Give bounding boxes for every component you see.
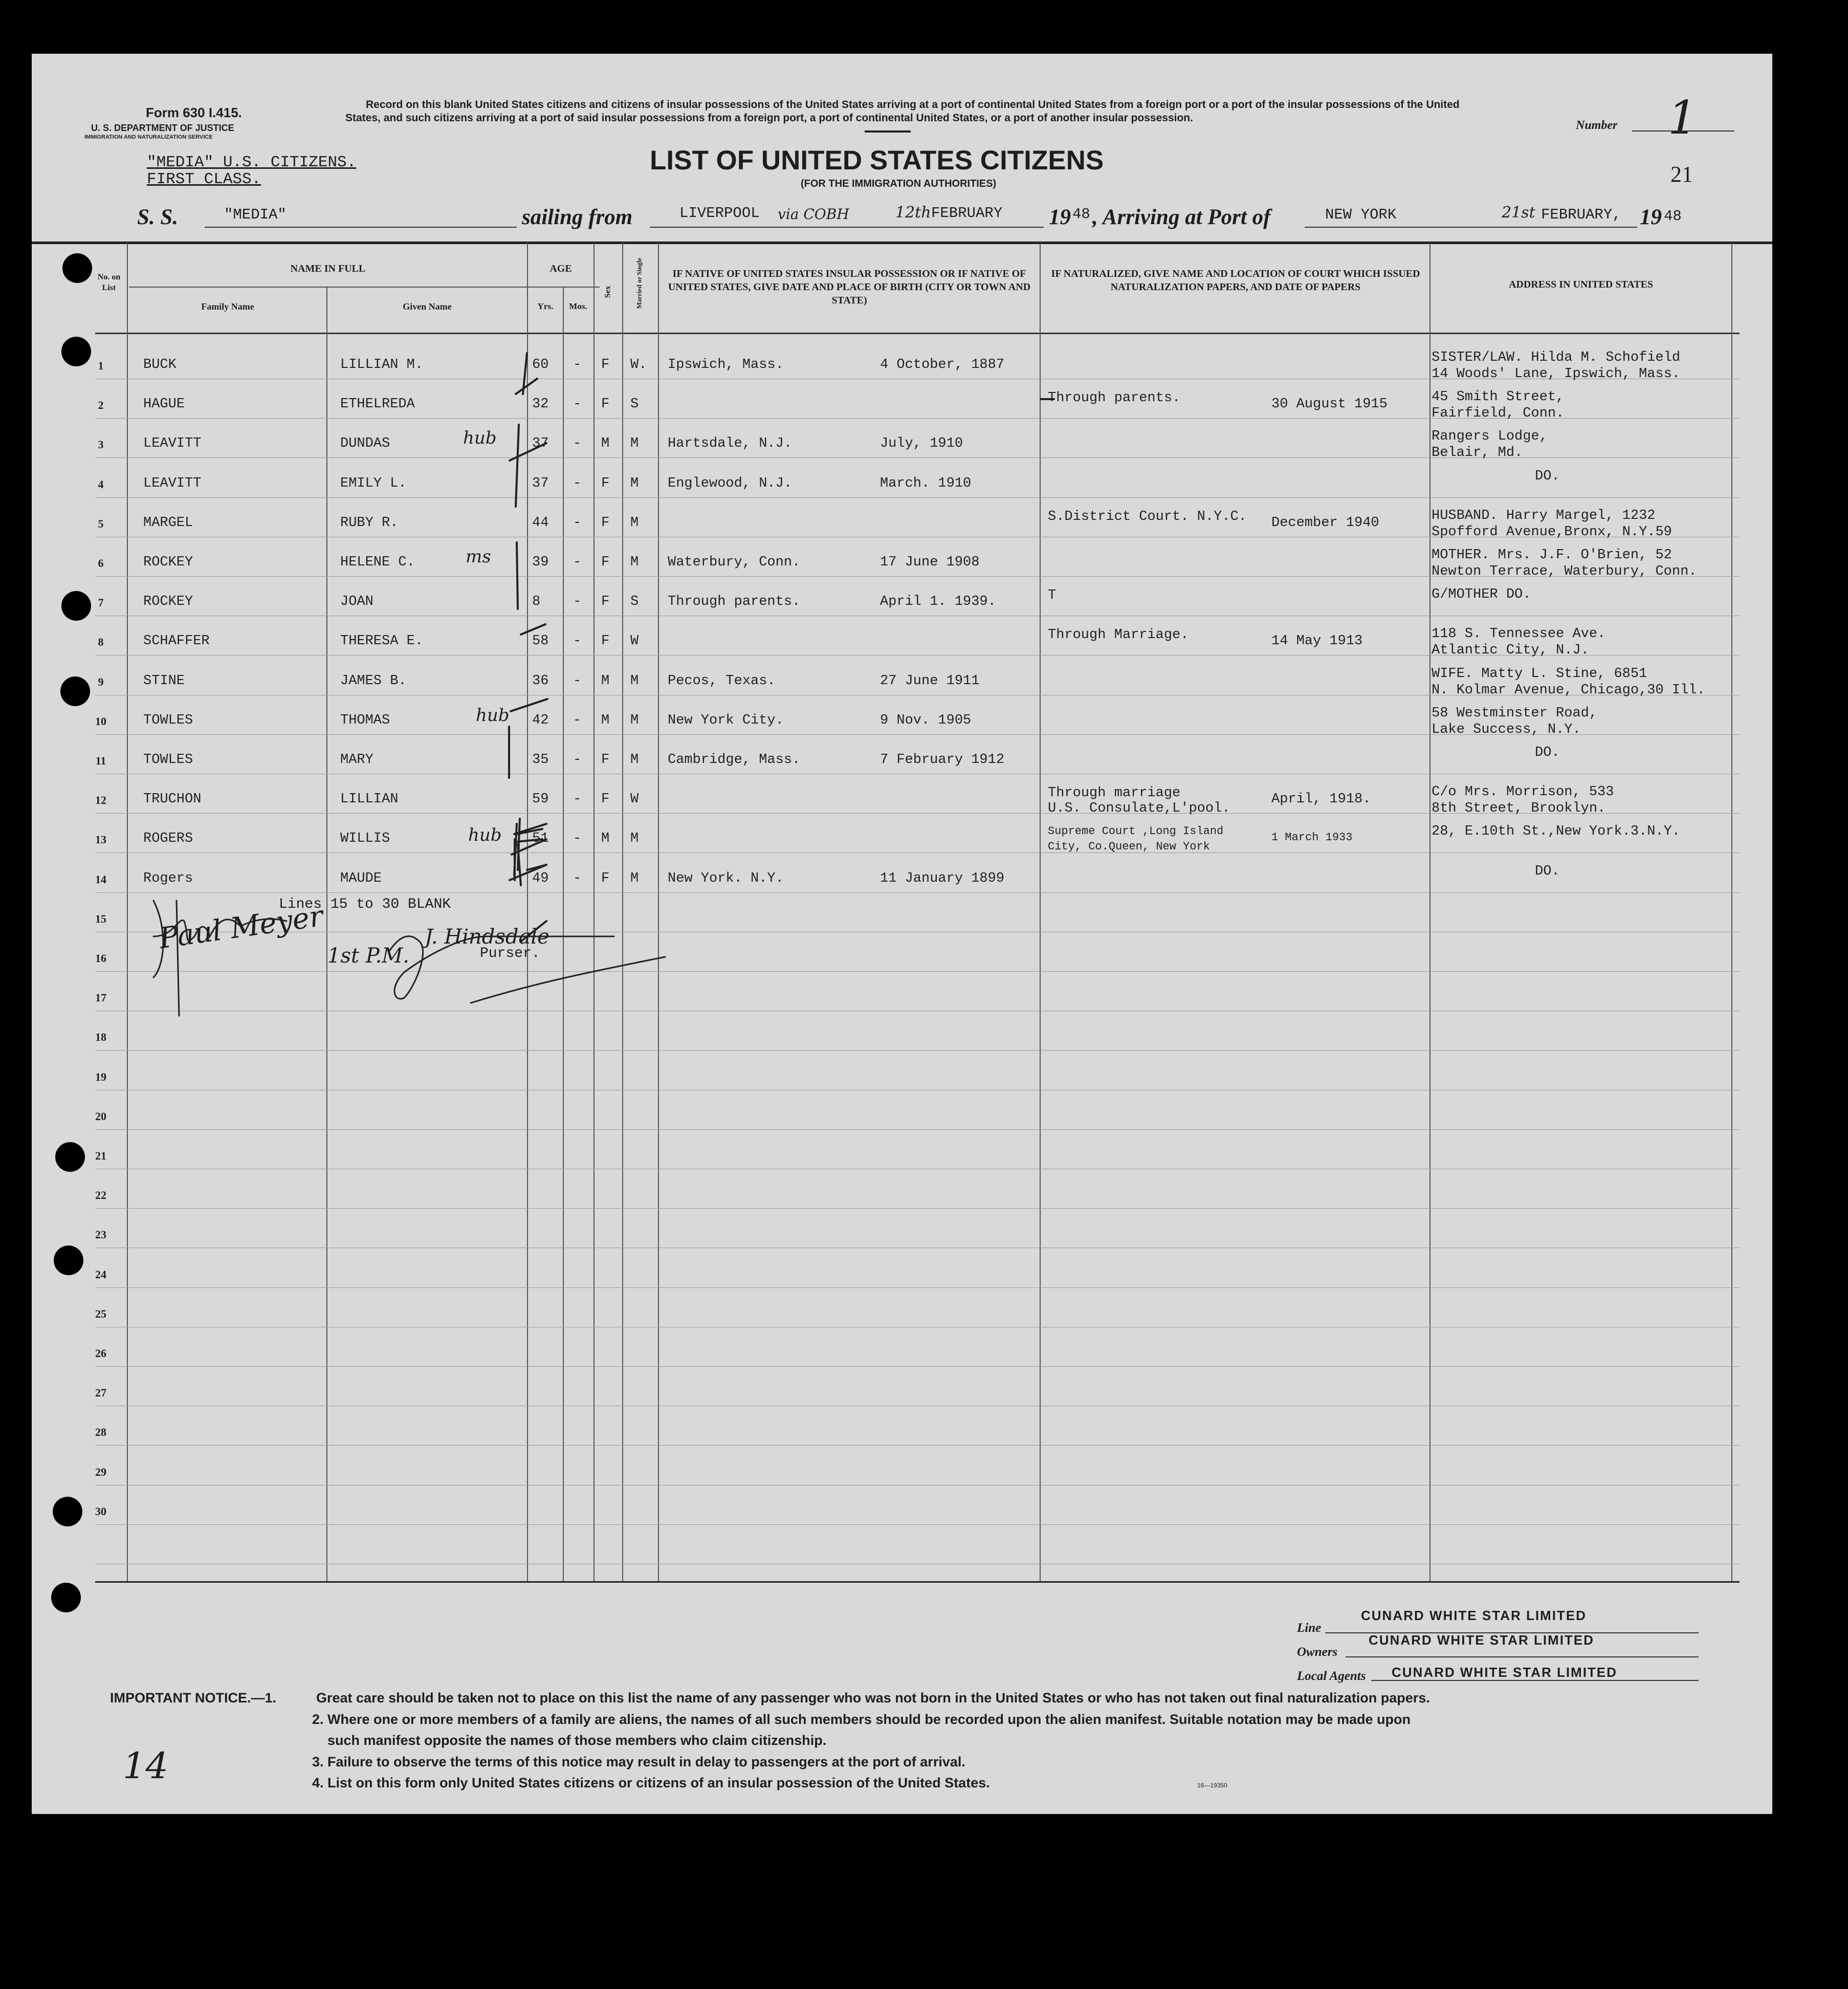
marital-status: M <box>630 831 639 846</box>
service: IMMIGRATION AND NATURALIZATION SERVICE <box>84 134 213 140</box>
marital-status: M <box>630 515 639 531</box>
marital-status: M <box>630 713 639 728</box>
row-number: 16 <box>95 952 106 965</box>
agents-label: Local Agents <box>1297 1669 1366 1683</box>
line-label: Line <box>1297 1621 1322 1635</box>
col-naturalized: IF NATURALIZED, GIVE NAME AND LOCATION OF COURT WHICH ISSUED NATURALIZATION PAPERS, AND DATE OF PAPERS <box>1051 268 1420 293</box>
age-months: - <box>573 871 582 886</box>
row-number: 2 <box>98 399 104 411</box>
age-months: - <box>573 515 582 531</box>
age-months: - <box>573 633 582 649</box>
birth-place: New York. N.Y. <box>668 871 784 886</box>
address-line-2: N. Kolmar Avenue, Chicago,30 Ill. <box>1432 683 1705 698</box>
row-number: 15 <box>95 912 106 925</box>
age-months: - <box>573 397 582 412</box>
marital-status: M <box>630 555 639 570</box>
number-label: Number <box>1576 119 1618 132</box>
arrive-year: 48 <box>1664 208 1682 225</box>
address-line-2: Belair, Md. <box>1432 445 1523 461</box>
age-months: - <box>573 476 582 491</box>
arrive-year-pre: 19 <box>1640 205 1662 229</box>
col-no: No. on List <box>97 273 121 292</box>
birth-date: April 1. 1939. <box>880 594 996 609</box>
naturalization-date: April, 1918. <box>1271 792 1371 807</box>
row-number: 30 <box>95 1505 106 1518</box>
row-number: 20 <box>95 1110 106 1123</box>
agents-value: CUNARD WHITE STAR LIMITED <box>1392 1665 1617 1680</box>
class-line-1: "MEDIA" U.S. CITIZENS. <box>147 154 357 171</box>
owners-underline <box>1346 1656 1699 1657</box>
age-years: 51 <box>532 831 549 846</box>
naturalization-court-2: U.S. Consulate,L'pool. <box>1048 801 1230 816</box>
sex: F <box>601 515 610 531</box>
port-to: NEW YORK <box>1325 206 1397 223</box>
row-number: 26 <box>95 1347 106 1360</box>
naturalization-court: S.District Court. N.Y.C. <box>1048 509 1247 524</box>
notice-item-2a: 2. Where one or more members of a family are aliens, the names of all such members should be recorded upon the alien manifest. Suitable notation may be made upon <box>312 1712 1411 1727</box>
row-number: 4 <box>98 478 104 491</box>
age-years: 49 <box>532 871 549 886</box>
row-number: 13 <box>95 833 106 846</box>
birth-date: 17 June 1908 <box>880 555 980 570</box>
purser-label: Purser. <box>480 946 540 961</box>
sex: F <box>601 357 610 373</box>
family-name: ROGERS <box>143 831 193 846</box>
birth-place: Through parents. <box>668 594 801 609</box>
hand-mark-10: hub <box>476 705 510 726</box>
given-name: THERESA E. <box>340 633 424 649</box>
hand-mark-6: ms <box>466 547 491 567</box>
given-name: JAMES B. <box>340 673 407 689</box>
agents-underline <box>1371 1680 1699 1681</box>
address-line-1: MOTHER. Mrs. J.F. O'Brien, 52 <box>1432 548 1672 563</box>
row-number: 5 <box>98 517 104 530</box>
sex: M <box>601 673 610 689</box>
arrive-month: FEBRUARY, <box>1541 206 1621 223</box>
col-birth: IF NATIVE OF UNITED STATES INSULAR POSSESSION OR IF NATIVE OF UNITED STATES, GIVE DATE AND PLACE OF BIRTH (CITY OR TOWN AND STATE) <box>668 268 1031 306</box>
birth-place: Pecos, Texas. <box>668 673 776 689</box>
print-code: 16—19350 <box>1197 1782 1227 1789</box>
row-number: 11 <box>95 754 106 767</box>
form-number: Form 630 I.415. <box>146 105 242 120</box>
marital-status: S <box>630 594 639 609</box>
list-subtitle: (FOR THE IMMIGRATION AUTHORITIES) <box>801 178 997 189</box>
notice-item-4: 4. List on this form only United States citizens or citizens of an insular possession of the United States. <box>312 1775 990 1790</box>
row-number: 7 <box>98 596 104 609</box>
purser-initials: 1st P.M. <box>327 944 409 968</box>
family-name: ROCKEY <box>143 594 193 609</box>
address-line-1: 118 S. Tennessee Ave. <box>1432 626 1606 642</box>
row-number: 27 <box>95 1386 106 1399</box>
age-months: - <box>573 594 582 609</box>
naturalization-date: 14 May 1913 <box>1271 633 1363 649</box>
age-months: - <box>573 555 582 570</box>
page-number: 21 <box>1670 162 1693 187</box>
via-port: via COBH <box>778 206 849 223</box>
address-line-1: DO. <box>1535 864 1560 879</box>
naturalization-date: 1 March 1933 <box>1271 831 1353 844</box>
sex: F <box>601 871 610 886</box>
family-name: ROCKEY <box>143 555 193 570</box>
naturalization-court: Supreme Court ,Long Island <box>1048 825 1224 838</box>
signature-right: J. Hindsdale <box>425 925 549 949</box>
naturalization-court: Through parents. <box>1048 390 1181 406</box>
address-line-1: Rangers Lodge, <box>1432 429 1548 444</box>
row-number: 9 <box>98 675 104 688</box>
naturalization-court-2: City, Co.Queen, New York <box>1048 840 1210 853</box>
naturalization-date: 30 August 1915 <box>1271 397 1388 412</box>
ss-label: S. S. <box>137 205 179 229</box>
birth-place: Hartsdale, N.J. <box>668 436 793 451</box>
marital-status: W <box>630 792 639 807</box>
birth-place: Cambridge, Mass. <box>668 752 801 768</box>
margin-note: 14 <box>123 1745 169 1787</box>
sailing-label: sailing from <box>522 205 633 229</box>
department: U. S. DEPARTMENT OF JUSTICE <box>91 123 234 133</box>
blank-note: Lines 15 to 30 BLANK <box>279 897 451 912</box>
col-family-name: Family Name <box>201 301 254 312</box>
arrive-day: 21st <box>1502 204 1535 222</box>
marital-status: W. <box>630 357 647 373</box>
given-name: MARY <box>340 752 373 768</box>
class-line-2: FIRST CLASS. <box>147 170 261 188</box>
depart-day: 12th <box>895 204 931 222</box>
given-name: HELENE C. <box>340 555 415 570</box>
birth-date: 11 January 1899 <box>880 871 1005 886</box>
notice-item-2b: such manifest opposite the names of those members who claim citizenship. <box>327 1733 827 1748</box>
age-years: 8 <box>532 594 541 609</box>
given-name: THOMAS <box>340 713 390 728</box>
address-line-2: Lake Success, N.Y. <box>1432 722 1581 737</box>
address-line-1: SISTER/LAW. Hilda M. Schofield <box>1432 350 1681 365</box>
col-address: ADDRESS IN UNITED STATES <box>1508 279 1654 290</box>
sex: F <box>601 476 610 491</box>
notice-item-1: Great care should be taken not to place on this list the name of any passenger who was not born in the United States or who has not taken out final naturalization papers. <box>316 1690 1430 1706</box>
number-value: 1 <box>1668 91 1698 145</box>
sex: F <box>601 555 610 570</box>
row-number: 18 <box>95 1031 106 1043</box>
family-name: STINE <box>143 673 185 689</box>
birth-place: Waterbury, Conn. <box>668 555 801 570</box>
form-instruction: Record on this blank United States citizens and citizens of insular possessions of the United States arriving at a port of continental United States from a foreign port or a port of the insular possessions of the United States, and such citizens arriving at a port of said insular possessions from a foreign port, a port of continental United States, or a port of another insular possession. <box>345 99 1460 124</box>
col-married: Married or Single <box>635 257 643 309</box>
family-name: TRUCHON <box>143 792 202 807</box>
address-line-1: C/o Mrs. Morrison, 533 <box>1432 784 1614 800</box>
ship-name: "MEDIA" <box>224 206 287 223</box>
family-name: Rogers <box>143 871 193 886</box>
address-line-2: 14 Woods' Lane, Ipswich, Mass. <box>1432 366 1681 382</box>
address-line-2: 8th Street, Brooklyn. <box>1432 801 1606 816</box>
given-name: LILLIAN <box>340 792 399 807</box>
given-name: DUNDAS <box>340 436 390 451</box>
given-name: LILLIAN M. <box>340 357 424 373</box>
depart-year: 48 <box>1072 206 1090 223</box>
depart-year-pre: 19 <box>1049 205 1071 229</box>
row-number: 6 <box>98 557 104 570</box>
family-name: LEAVITT <box>143 476 202 491</box>
given-name: JOAN <box>340 594 373 609</box>
birth-place: New York City. <box>668 713 784 728</box>
age-years: 44 <box>532 515 549 531</box>
address-line-1: 28, E.10th St.,New York.3.N.Y. <box>1432 824 1681 839</box>
address-line-1: 58 Westminster Road, <box>1432 706 1598 721</box>
row-number: 25 <box>95 1307 106 1320</box>
birth-date: 27 June 1911 <box>880 673 980 689</box>
row-number: 21 <box>95 1149 106 1162</box>
sex: F <box>601 633 610 649</box>
address-line-1: 45 Smith Street, <box>1432 389 1565 405</box>
age-years: 58 <box>532 633 549 649</box>
arriving-label: , Arriving at Port of <box>1092 205 1271 229</box>
address-line-2: Fairfield, Conn. <box>1432 406 1565 421</box>
naturalization-date: December 1940 <box>1271 515 1379 531</box>
owners-label: Owners <box>1297 1645 1338 1659</box>
col-mos: Mos. <box>569 301 587 311</box>
col-yrs: Yrs. <box>537 301 554 311</box>
sex: M <box>601 713 610 728</box>
age-months: - <box>573 792 582 807</box>
address-line-2: Newton Terrace, Waterbury, Conn. <box>1432 564 1697 579</box>
address-line-1: WIFE. Matty L. Stine, 6851 <box>1432 666 1647 682</box>
age-months: - <box>573 436 582 451</box>
sex: M <box>601 436 610 451</box>
col-age: AGE <box>549 263 572 274</box>
marital-status: S <box>630 397 639 412</box>
row-number: 1 <box>98 359 104 372</box>
row-number: 3 <box>98 438 104 451</box>
age-months: - <box>573 831 582 846</box>
signature-left: Paul Meyer <box>157 899 325 956</box>
birth-date: 7 February 1912 <box>880 752 1005 768</box>
address-line-1: HUSBAND. Harry Margel, 1232 <box>1432 508 1656 523</box>
age-months: - <box>573 673 582 689</box>
birth-place: Englewood, N.J. <box>668 476 793 491</box>
notice-item-3: 3. Failure to observe the terms of this notice may result in delay to passengers at the port of arrival. <box>312 1754 965 1769</box>
line-value: CUNARD WHITE STAR LIMITED <box>1361 1608 1587 1623</box>
marital-status: M <box>630 871 639 886</box>
given-name: RUBY R. <box>340 515 399 531</box>
row-number: 14 <box>95 873 106 886</box>
family-name: HAGUE <box>143 397 185 412</box>
col-given-name: Given Name <box>403 301 452 312</box>
marital-status: M <box>630 436 639 451</box>
hand-mark-3: hub <box>463 428 497 448</box>
sex: F <box>601 397 610 412</box>
family-name: SCHAFFER <box>143 633 210 649</box>
row-number: 12 <box>95 794 106 806</box>
birth-date: 9 Nov. 1905 <box>880 713 972 728</box>
marital-status: W <box>630 633 639 649</box>
given-name: ETHELREDA <box>340 397 415 412</box>
sex: M <box>601 831 610 846</box>
depart-month: FEBRUARY <box>931 205 1003 222</box>
row-number: 23 <box>95 1228 106 1241</box>
row-number: 22 <box>95 1189 106 1201</box>
hand-mark-13: hub <box>468 825 502 845</box>
age-years: 37 <box>532 436 549 451</box>
family-name: MARGEL <box>143 515 193 531</box>
given-name: EMILY L. <box>340 476 407 491</box>
notice-heading: IMPORTANT NOTICE.—1. <box>110 1690 277 1706</box>
given-name: WILLIS <box>340 831 390 846</box>
sex: F <box>601 792 610 807</box>
marital-status: M <box>630 752 639 768</box>
naturalization-court: Through marriage <box>1048 785 1181 801</box>
row-number: 28 <box>95 1426 106 1438</box>
age-years: 39 <box>532 555 549 570</box>
row-number: 8 <box>98 636 104 648</box>
address-line-1: DO. <box>1535 469 1560 484</box>
port-from: LIVERPOOL <box>679 205 760 222</box>
age-years: 37 <box>532 476 549 491</box>
address-line-2: Spofford Avenue,Bronx, N.Y.59 <box>1432 524 1672 540</box>
birth-date: March. 1910 <box>880 476 972 491</box>
sex: F <box>601 752 610 768</box>
age-years: 36 <box>532 673 549 689</box>
given-name: MAUDE <box>340 871 382 886</box>
sex: F <box>601 594 610 609</box>
age-months: - <box>573 357 582 373</box>
naturalization-court: Through Marriage. <box>1048 627 1189 643</box>
family-name: BUCK <box>143 357 177 373</box>
birth-place: Ipswich, Mass. <box>668 357 784 373</box>
age-years: 32 <box>532 397 549 412</box>
marital-status: M <box>630 476 639 491</box>
age-years: 35 <box>532 752 549 768</box>
birth-date: July, 1910 <box>880 436 963 451</box>
naturalization-court: T <box>1048 588 1057 603</box>
family-name: TOWLES <box>143 752 193 768</box>
col-sex: Sex <box>603 286 612 298</box>
birth-date: 4 October, 1887 <box>880 357 1005 373</box>
family-name: TOWLES <box>143 713 193 728</box>
row-number: 29 <box>95 1466 106 1478</box>
col-name-in-full: NAME IN FULL <box>290 263 366 274</box>
marital-status: M <box>630 673 639 689</box>
owners-value: CUNARD WHITE STAR LIMITED <box>1369 1632 1594 1648</box>
address-line-1: G/MOTHER DO. <box>1432 587 1531 602</box>
list-title: LIST OF UNITED STATES CITIZENS <box>650 145 1104 176</box>
row-number: 24 <box>95 1268 106 1281</box>
age-years: 42 <box>532 713 549 728</box>
age-months: - <box>573 713 582 728</box>
address-line-2: Atlantic City, N.J. <box>1432 643 1589 658</box>
row-number: 19 <box>95 1070 106 1083</box>
row-number: 10 <box>95 715 106 728</box>
address-line-1: DO. <box>1535 745 1560 760</box>
row-number: 17 <box>95 991 106 1004</box>
age-months: - <box>573 752 582 768</box>
age-years: 60 <box>532 357 549 373</box>
family-name: LEAVITT <box>143 436 202 451</box>
age-years: 59 <box>532 792 549 807</box>
